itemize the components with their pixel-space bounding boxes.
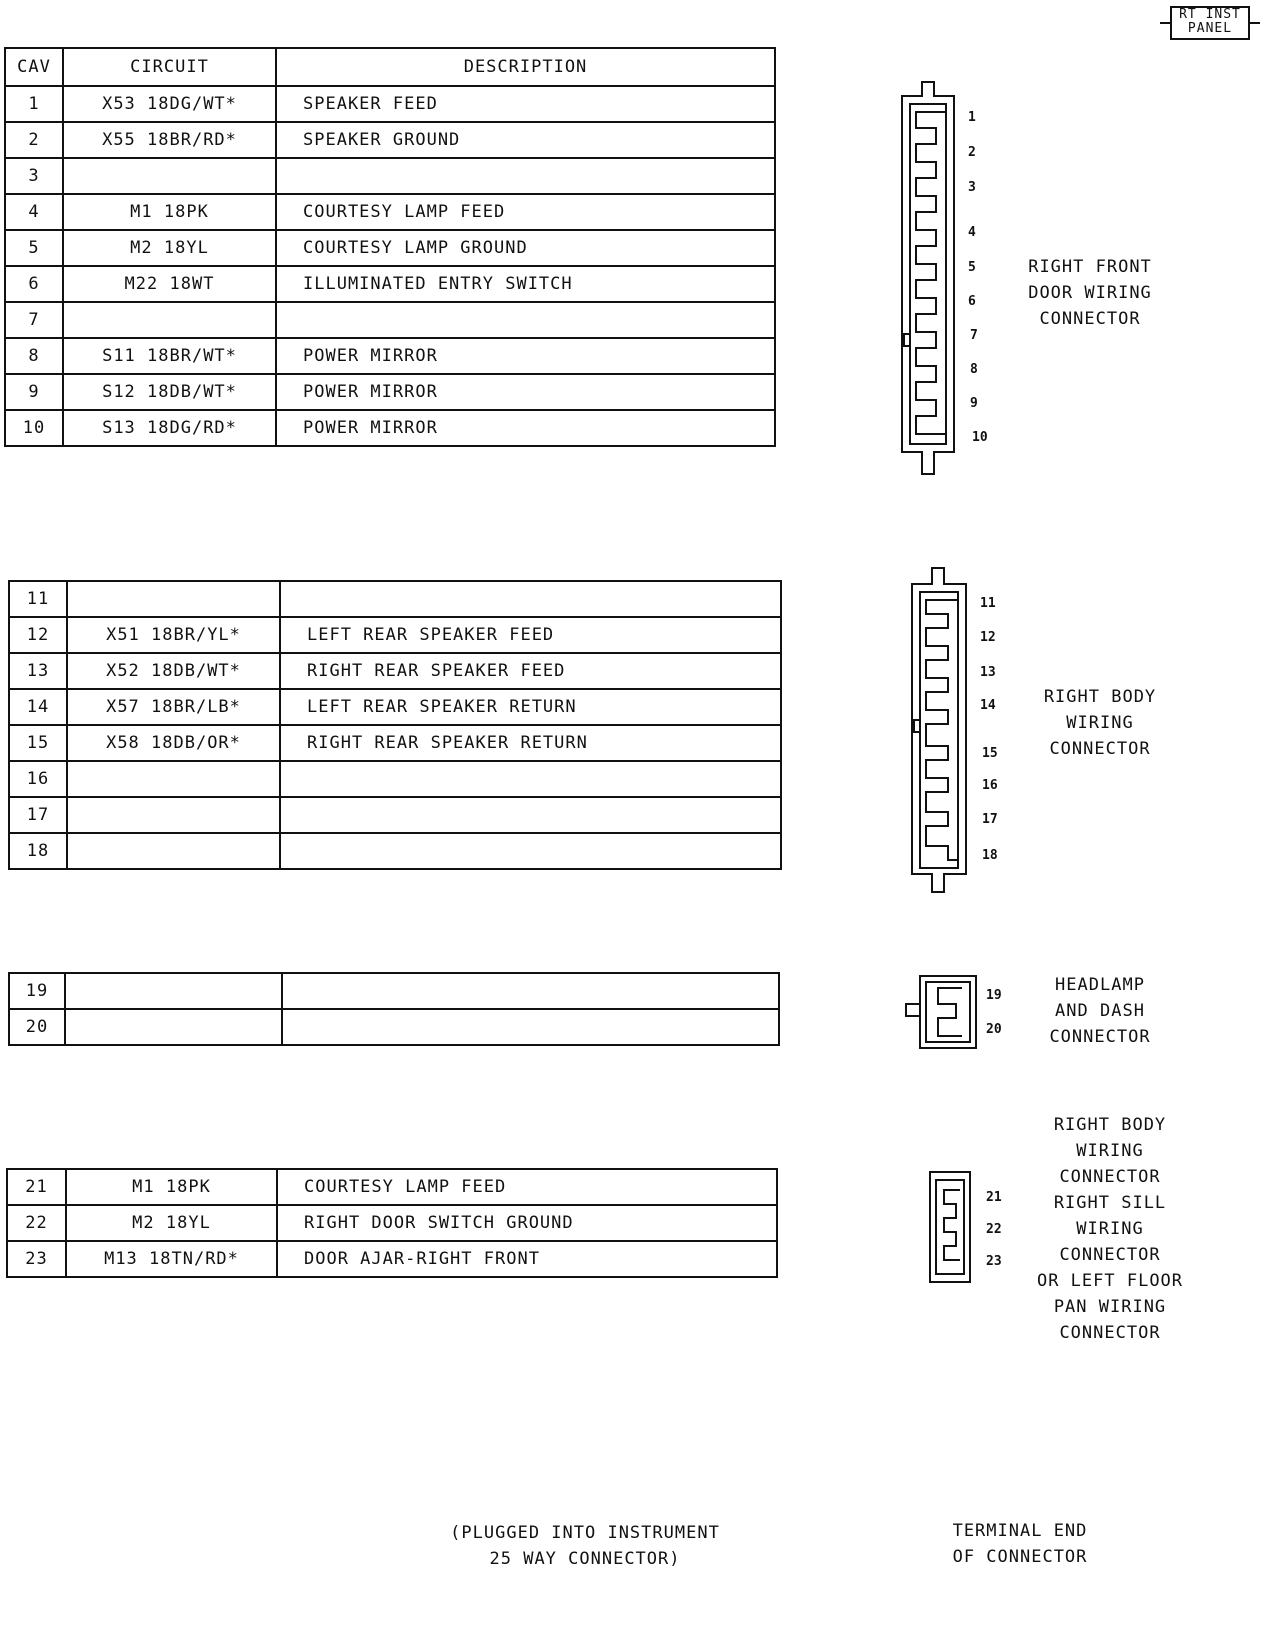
circuit-cell <box>65 1009 282 1045</box>
terminal-note: TERMINAL END OF CONNECTOR <box>952 1521 1088 1567</box>
pin-label: 2 <box>968 145 976 160</box>
description-cell: RIGHT REAR SPEAKER FEED <box>280 653 781 689</box>
pin-label: 9 <box>970 396 978 411</box>
cavity-cell: 15 <box>9 725 67 761</box>
header-cav: CAV <box>5 48 63 86</box>
cavity-cell: 6 <box>5 266 63 302</box>
cavity-cell: 3 <box>5 158 63 194</box>
description-cell <box>282 973 779 1009</box>
table-row <box>9 689 781 725</box>
pin-label: 15 <box>982 746 998 761</box>
circuit-cell: X52 18DB/WT* <box>67 653 280 689</box>
pin-label: 16 <box>982 778 998 793</box>
headlamp-dash-connector-label: HEADLAMP AND DASH CONNECTOR <box>1049 975 1151 1047</box>
table-row <box>5 338 775 374</box>
circuit-cell <box>63 158 276 194</box>
pin-label: 7 <box>970 328 978 343</box>
circuit-cell: M2 18YL <box>66 1205 277 1241</box>
description-cell: SPEAKER GROUND <box>276 122 775 158</box>
pin-label: 14 <box>980 698 996 713</box>
pin-label: 5 <box>968 260 976 275</box>
cavity-cell: 1 <box>5 86 63 122</box>
header-description: DESCRIPTION <box>276 48 775 86</box>
description-cell: LEFT REAR SPEAKER FEED <box>280 617 781 653</box>
table-row <box>5 374 775 410</box>
table-row <box>7 1169 777 1205</box>
circuit-cell <box>67 833 280 869</box>
circuit-cell <box>67 797 280 833</box>
pin-label: 1 <box>968 110 976 125</box>
description-cell <box>280 833 781 869</box>
table-row <box>5 230 775 266</box>
table-row <box>9 973 779 1009</box>
pin-label: 11 <box>980 596 996 611</box>
cavity-cell: 13 <box>9 653 67 689</box>
description-cell <box>280 761 781 797</box>
pin-label: 19 <box>986 988 1002 1003</box>
description-cell: RIGHT REAR SPEAKER RETURN <box>280 725 781 761</box>
right-body-sill-floor-connector-drawing <box>920 1168 980 1288</box>
right-body-sill-floor-connector-label: RIGHT BODY WIRING CONNECTOR RIGHT SILL WIRING CONNECTOR OR LEFT FLOOR PAN WIRING CONNECTOR <box>1036 1115 1184 1343</box>
cavity-table-1 <box>4 47 776 447</box>
description-cell <box>282 1009 779 1045</box>
circuit-cell: M1 18PK <box>66 1169 277 1205</box>
cavity-cell: 10 <box>5 410 63 446</box>
description-cell: DOOR AJAR-RIGHT FRONT <box>277 1241 777 1277</box>
description-cell: POWER MIRROR <box>276 374 775 410</box>
pin-label: 3 <box>968 180 976 195</box>
description-cell <box>280 797 781 833</box>
description-cell <box>276 302 775 338</box>
cavity-cell: 12 <box>9 617 67 653</box>
pin-label: 13 <box>980 665 996 680</box>
table-row <box>9 725 781 761</box>
cavity-cell: 11 <box>9 581 67 617</box>
pin-label: 12 <box>980 630 996 645</box>
description-cell: POWER MIRROR <box>276 410 775 446</box>
description-cell: COURTESY LAMP FEED <box>276 194 775 230</box>
pin-label: 4 <box>968 225 976 240</box>
header-circuit: CIRCUIT <box>63 48 276 86</box>
table-row <box>9 797 781 833</box>
table-row <box>5 302 775 338</box>
right-front-door-connector-drawing <box>890 78 970 478</box>
right-body-connector-drawing <box>904 566 984 896</box>
cavity-cell: 22 <box>7 1205 66 1241</box>
cavity-cell: 20 <box>9 1009 65 1045</box>
cavity-cell: 17 <box>9 797 67 833</box>
pin-label: 8 <box>970 362 978 377</box>
table-row <box>7 1241 777 1277</box>
table-row <box>5 86 775 122</box>
description-cell: POWER MIRROR <box>276 338 775 374</box>
table-header-row <box>5 48 775 86</box>
pin-label: 22 <box>986 1222 1002 1237</box>
circuit-cell: X57 18BR/LB* <box>67 689 280 725</box>
pin-label: 10 <box>972 430 988 445</box>
cavity-table-2 <box>8 580 782 870</box>
description-cell: RIGHT DOOR SWITCH GROUND <box>277 1205 777 1241</box>
description-cell: SPEAKER FEED <box>276 86 775 122</box>
description-cell <box>276 158 775 194</box>
circuit-cell: X58 18DB/OR* <box>67 725 280 761</box>
cavity-cell: 7 <box>5 302 63 338</box>
plug-note: (PLUGGED INTO INSTRUMENT 25 WAY CONNECTOR) <box>450 1523 720 1569</box>
right-body-connector-label: RIGHT BODY WIRING CONNECTOR <box>1043 687 1157 759</box>
description-cell: COURTESY LAMP FEED <box>277 1169 777 1205</box>
circuit-cell: S13 18DG/RD* <box>63 410 276 446</box>
table-row <box>9 1009 779 1045</box>
cavity-cell: 19 <box>9 973 65 1009</box>
table-row <box>9 833 781 869</box>
pin-label: 20 <box>986 1022 1002 1037</box>
cavity-cell: 8 <box>5 338 63 374</box>
table-row <box>5 266 775 302</box>
table-row <box>5 194 775 230</box>
pin-label: 17 <box>982 812 998 827</box>
pin-label: 23 <box>986 1254 1002 1269</box>
headlamp-dash-connector-drawing <box>900 972 990 1052</box>
pin-label: 21 <box>986 1190 1002 1205</box>
circuit-cell <box>65 973 282 1009</box>
circuit-cell <box>67 581 280 617</box>
description-cell: LEFT REAR SPEAKER RETURN <box>280 689 781 725</box>
circuit-cell: M1 18PK <box>63 194 276 230</box>
circuit-cell: X53 18DG/WT* <box>63 86 276 122</box>
circuit-cell: S11 18BR/WT* <box>63 338 276 374</box>
panel-tag <box>1170 6 1250 40</box>
panel-tag-line-1: RT INST <box>1179 7 1241 22</box>
cavity-table-3 <box>8 972 780 1046</box>
table-row <box>5 410 775 446</box>
cavity-cell: 4 <box>5 194 63 230</box>
circuit-cell: M13 18TN/RD* <box>66 1241 277 1277</box>
circuit-cell: X55 18BR/RD* <box>63 122 276 158</box>
description-cell: ILLUMINATED ENTRY SWITCH <box>276 266 775 302</box>
description-cell: COURTESY LAMP GROUND <box>276 230 775 266</box>
cavity-cell: 21 <box>7 1169 66 1205</box>
circuit-cell <box>67 761 280 797</box>
table-row <box>9 617 781 653</box>
circuit-cell: X51 18BR/YL* <box>67 617 280 653</box>
table-row <box>9 653 781 689</box>
description-cell <box>280 581 781 617</box>
cavity-cell: 16 <box>9 761 67 797</box>
cavity-cell: 5 <box>5 230 63 266</box>
right-front-door-connector-label: RIGHT FRONT DOOR WIRING CONNECTOR <box>1028 257 1152 329</box>
circuit-cell: S12 18DB/WT* <box>63 374 276 410</box>
panel-tag-line-2: PANEL <box>1187 21 1233 36</box>
cavity-table-4 <box>6 1168 778 1278</box>
cavity-cell: 2 <box>5 122 63 158</box>
table-row <box>9 761 781 797</box>
pin-label: 6 <box>968 294 976 309</box>
cavity-cell: 18 <box>9 833 67 869</box>
cavity-cell: 9 <box>5 374 63 410</box>
table-row <box>9 581 781 617</box>
circuit-cell: M22 18WT <box>63 266 276 302</box>
circuit-cell: M2 18YL <box>63 230 276 266</box>
cavity-cell: 14 <box>9 689 67 725</box>
table-row <box>5 158 775 194</box>
cavity-cell: 23 <box>7 1241 66 1277</box>
circuit-cell <box>63 302 276 338</box>
table-row <box>7 1205 777 1241</box>
pin-label: 18 <box>982 848 998 863</box>
table-row <box>5 122 775 158</box>
